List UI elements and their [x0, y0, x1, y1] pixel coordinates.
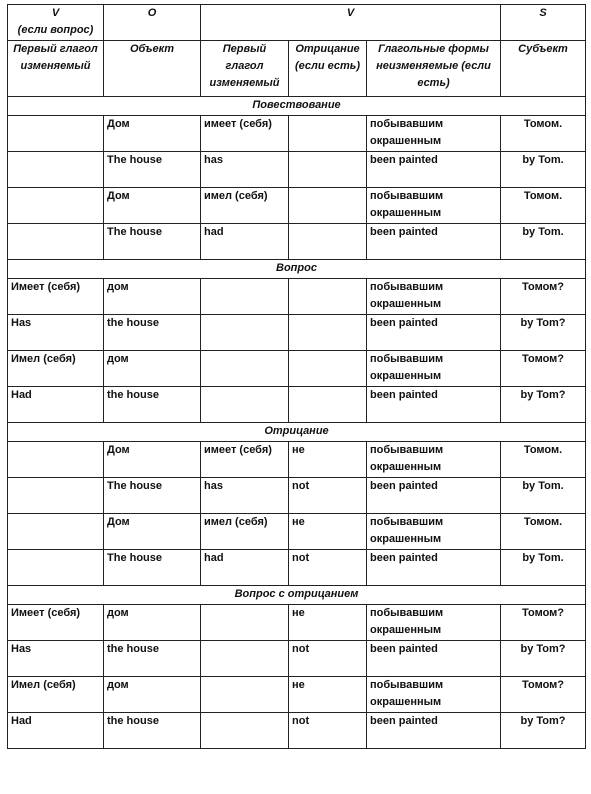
table-row [8, 677, 586, 713]
cell-verb-forms: been painted [367, 641, 501, 677]
cell-subject: by Tom? [501, 315, 586, 351]
cell-verb-forms: been painted [367, 713, 501, 749]
cell-object: дом [104, 605, 201, 641]
cell-object: Дом [104, 188, 201, 224]
header-o: O [104, 5, 201, 41]
cell-object: Дом [104, 514, 201, 550]
cell-first-verb: Has [8, 315, 104, 351]
cell-first-verb: Had [8, 387, 104, 423]
cell-subject: Томом? [501, 279, 586, 315]
table-row [8, 116, 586, 152]
cell-subject: Томом. [501, 188, 586, 224]
cell-negation [289, 152, 367, 188]
cell-negation: не [289, 514, 367, 550]
cell-verb [201, 387, 289, 423]
cell-first-verb [8, 188, 104, 224]
cell-object: the house [104, 713, 201, 749]
cell-negation: не [289, 605, 367, 641]
cell-negation [289, 116, 367, 152]
cell-verb-forms: been painted [367, 224, 501, 260]
table-row [8, 224, 586, 260]
cell-negation [289, 387, 367, 423]
header-first-verb: Первый глагол изменяемый [8, 41, 104, 97]
cell-object: The house [104, 550, 201, 586]
cell-first-verb: Had [8, 713, 104, 749]
cell-verb-forms: been painted [367, 152, 501, 188]
table-row [8, 279, 586, 315]
cell-subject: by Tom? [501, 713, 586, 749]
cell-subject: by Tom? [501, 387, 586, 423]
cell-subject: by Tom. [501, 224, 586, 260]
section-title: Повествование [8, 97, 586, 116]
cell-negation [289, 224, 367, 260]
header-s: S [501, 5, 586, 41]
table-row [8, 442, 586, 478]
cell-verb-forms: побывавшим окрашенным [367, 514, 501, 550]
cell-object: the house [104, 387, 201, 423]
cell-verb-forms: побывавшим окрашенным [367, 605, 501, 641]
table-row [8, 387, 586, 423]
section-header-row [8, 423, 586, 442]
table-row [8, 478, 586, 514]
table-row [8, 605, 586, 641]
cell-first-verb [8, 550, 104, 586]
cell-verb: has [201, 478, 289, 514]
table-row [8, 641, 586, 677]
section-title: Вопрос [8, 260, 586, 279]
cell-subject: by Tom. [501, 152, 586, 188]
cell-negation [289, 315, 367, 351]
cell-verb-forms: побывавшим окрашенным [367, 116, 501, 152]
cell-first-verb [8, 152, 104, 188]
cell-verb [201, 713, 289, 749]
cell-negation: не [289, 677, 367, 713]
cell-subject: Томом? [501, 605, 586, 641]
cell-subject: by Tom. [501, 550, 586, 586]
table-row [8, 351, 586, 387]
header-verb-forms: Глагольные формы неизменяемые (если есть) [367, 41, 501, 97]
header-row-top [8, 5, 586, 41]
cell-first-verb: Имеет (себя) [8, 605, 104, 641]
cell-subject: by Tom. [501, 478, 586, 514]
cell-verb-forms: побывавшим окрашенным [367, 351, 501, 387]
cell-verb-forms: побывавшим окрашенным [367, 677, 501, 713]
header-row-bottom [8, 41, 586, 97]
cell-first-verb: Has [8, 641, 104, 677]
cell-verb [201, 315, 289, 351]
section-header-row [8, 97, 586, 116]
cell-verb: had [201, 550, 289, 586]
table-row [8, 315, 586, 351]
cell-subject: Томом. [501, 116, 586, 152]
cell-negation: not [289, 713, 367, 749]
cell-subject: Томом. [501, 442, 586, 478]
section-header-row [8, 586, 586, 605]
cell-object: The house [104, 224, 201, 260]
table-row [8, 713, 586, 749]
cell-verb-forms: been painted [367, 550, 501, 586]
cell-first-verb: Имеет (себя) [8, 279, 104, 315]
grammar-table [7, 4, 586, 749]
cell-negation: not [289, 550, 367, 586]
cell-verb: had [201, 224, 289, 260]
header-first-verb-2: Первый глагол изменяемый [201, 41, 289, 97]
cell-verb [201, 605, 289, 641]
cell-negation: not [289, 641, 367, 677]
cell-object: The house [104, 152, 201, 188]
cell-verb-forms: been painted [367, 478, 501, 514]
cell-verb: имел (себя) [201, 188, 289, 224]
cell-verb-forms: побывавшим окрашенным [367, 279, 501, 315]
cell-object: The house [104, 478, 201, 514]
table-row [8, 514, 586, 550]
cell-verb-forms: побывавшим окрашенным [367, 442, 501, 478]
header-v-question: V (если вопрос) [8, 5, 104, 41]
cell-negation: не [289, 442, 367, 478]
cell-first-verb [8, 116, 104, 152]
cell-object: дом [104, 351, 201, 387]
cell-negation [289, 279, 367, 315]
cell-verb-forms: been painted [367, 315, 501, 351]
table-row [8, 550, 586, 586]
header-negation: Отрицание (если есть) [289, 41, 367, 97]
cell-verb [201, 677, 289, 713]
cell-verb [201, 279, 289, 315]
header-subject: Субъект [501, 41, 586, 97]
cell-object: Дом [104, 116, 201, 152]
cell-verb [201, 641, 289, 677]
cell-verb [201, 351, 289, 387]
cell-object: the house [104, 315, 201, 351]
cell-verb: имеет (себя) [201, 116, 289, 152]
cell-object: Дом [104, 442, 201, 478]
cell-object: дом [104, 279, 201, 315]
cell-verb: имеет (себя) [201, 442, 289, 478]
table-row [8, 188, 586, 224]
cell-first-verb [8, 224, 104, 260]
cell-object: the house [104, 641, 201, 677]
cell-subject: by Tom? [501, 641, 586, 677]
header-v: V [201, 5, 501, 41]
cell-object: дом [104, 677, 201, 713]
cell-subject: Томом? [501, 677, 586, 713]
cell-first-verb [8, 442, 104, 478]
table-row [8, 152, 586, 188]
page [7, 4, 586, 749]
cell-first-verb [8, 514, 104, 550]
cell-subject: Томом? [501, 351, 586, 387]
cell-negation: not [289, 478, 367, 514]
cell-negation [289, 188, 367, 224]
section-title: Вопрос с отрицанием [8, 586, 586, 605]
cell-first-verb: Имел (себя) [8, 351, 104, 387]
cell-subject: Томом. [501, 514, 586, 550]
cell-negation [289, 351, 367, 387]
header-object: Объект [104, 41, 201, 97]
cell-first-verb: Имел (себя) [8, 677, 104, 713]
section-title: Отрицание [8, 423, 586, 442]
cell-verb-forms: побывавшим окрашенным [367, 188, 501, 224]
cell-verb: has [201, 152, 289, 188]
cell-first-verb [8, 478, 104, 514]
section-header-row [8, 260, 586, 279]
cell-verb: имел (себя) [201, 514, 289, 550]
cell-verb-forms: been painted [367, 387, 501, 423]
